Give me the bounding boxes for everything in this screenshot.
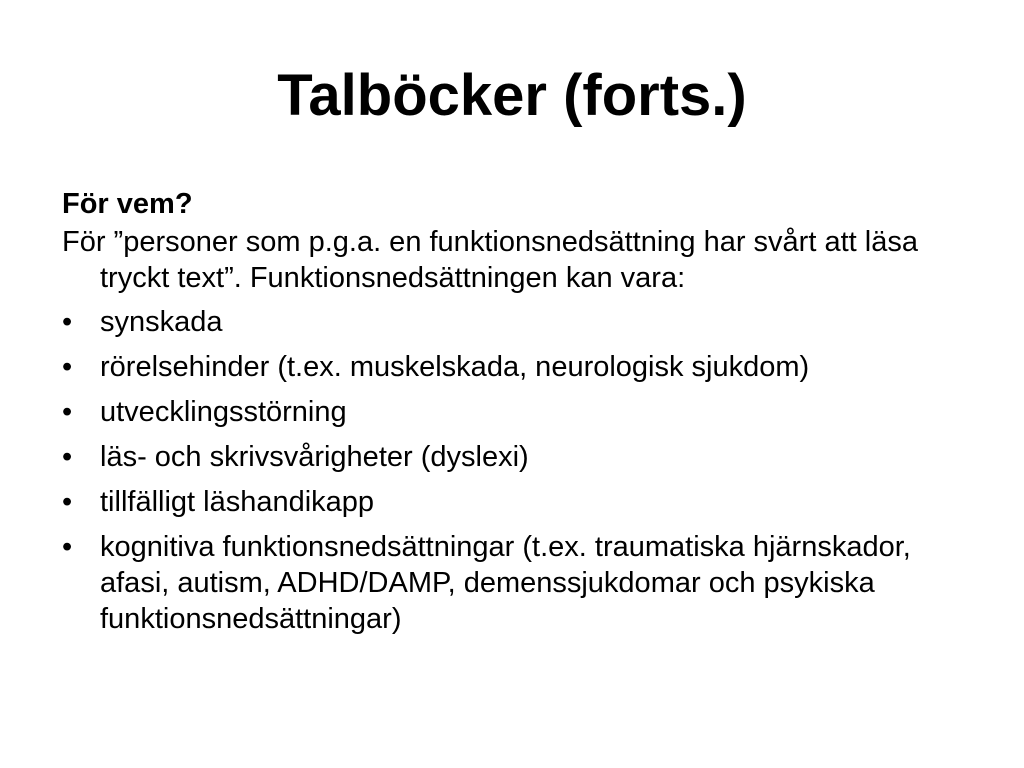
bullet-item bbox=[62, 484, 982, 520]
bullet-item bbox=[62, 349, 982, 385]
bullet-item bbox=[62, 394, 982, 430]
intro-paragraph: För ”personer som p.g.a. en funktionsnedsättning har svårt att läsa tryckt text”. Funktionsnedsättningen kan vara: bbox=[62, 226, 918, 294]
slide-title: Talböcker (forts.) bbox=[277, 63, 747, 128]
bullet-item bbox=[62, 529, 982, 637]
bullet-item bbox=[62, 304, 982, 340]
subheading: För vem? bbox=[62, 188, 193, 220]
bullet-text: läs- och skrivsvårigheter (dyslexi) bbox=[100, 441, 529, 473]
bullet-text: kognitiva funktionsnedsättningar (t.ex. traumatiska hjärnskador, afasi, autism, ADHD/DAMP, demenssjukdomar och psykiska funktionsnedsättningar) bbox=[100, 531, 911, 635]
bullet-text: tillfälligt läshandikapp bbox=[100, 486, 375, 518]
bullet-text: rörelsehinder (t.ex. muskelskada, neurologisk sjukdom) bbox=[100, 351, 810, 383]
bullet-icon: • bbox=[62, 396, 73, 428]
bullet-text: utvecklingsstörning bbox=[100, 396, 347, 428]
bullet-icon: • bbox=[62, 351, 73, 383]
bullet-icon: • bbox=[62, 306, 73, 338]
bullet-icon: • bbox=[62, 531, 73, 563]
bullet-icon: • bbox=[62, 486, 73, 518]
bullet-text: synskada bbox=[100, 306, 223, 338]
slide-content bbox=[62, 186, 982, 646]
bullet-list bbox=[62, 304, 982, 637]
bullet-icon: • bbox=[62, 441, 73, 473]
bullet-item bbox=[62, 439, 982, 475]
